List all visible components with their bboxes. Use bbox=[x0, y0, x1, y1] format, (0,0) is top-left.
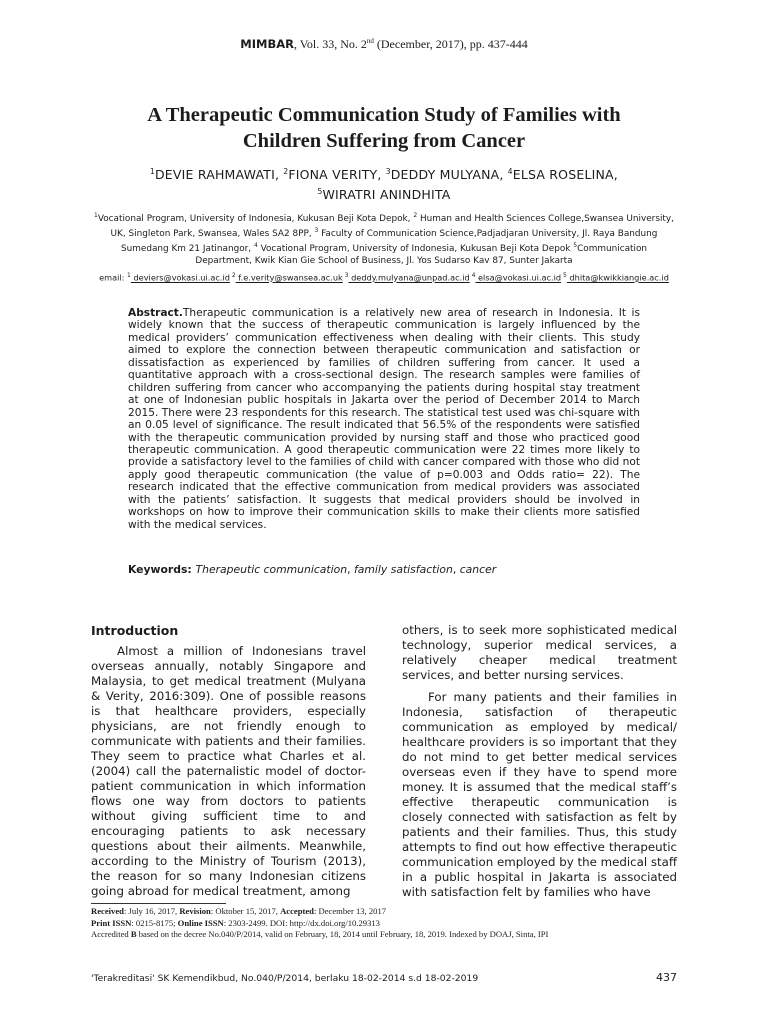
email-4-sup: 4 bbox=[469, 272, 476, 279]
body-column-left bbox=[91, 623, 366, 899]
print-issn-label: Print ISSN bbox=[91, 917, 132, 928]
affil-1: Vocational Program, University of Indonesia, Kukusan Beji Kota Depok, bbox=[97, 213, 414, 224]
print-issn: : 0215-8175; bbox=[131, 917, 178, 928]
footnote-accreditation bbox=[91, 929, 691, 941]
email-1-sup: 1 bbox=[127, 272, 131, 279]
keyword-3: cancer bbox=[459, 563, 497, 576]
abstract-label: Abstract. bbox=[128, 307, 183, 319]
body-column-right bbox=[402, 623, 677, 900]
intro-paragraph-1: Almost a million of Indonesians travel overseas annually, notably Singapore and Malaysia, to get medical treatment (Mulyana & Verity, 2016:309). One of possible reasons is that healthcare providers, especially physicians, are not friendly enough to communicate with patients and their families. They seem to practice what Charles et al. (2004) call the paternalistic model of doctor-patient communication in which information flows one way from doctors to patients without giving sufficient time to and encouraging patients to ask necessary questions about their ailments. Meanwhile, according to the Ministry of Tourism (2013), the reason for so many Indonesian citizens going abroad for medical treatment, among bbox=[91, 644, 366, 898]
issue-superscript: nd bbox=[366, 37, 374, 45]
email-2-sup: 2 bbox=[229, 272, 236, 279]
footnote-issn bbox=[91, 918, 691, 930]
author-4: ELSA ROSELINA, bbox=[512, 167, 618, 183]
email-link-1[interactable]: deviers@vokasi.ui.ac.id bbox=[130, 272, 230, 283]
author-3: DEDDY MULYANA, bbox=[390, 167, 508, 183]
accredited-text-c: based on the decree No.040/P/2014, valid on February, 18, 2014 until February, 18, 2019. Indexed by DOAJ, Sinta, IPI bbox=[136, 929, 549, 940]
author-list bbox=[60, 163, 708, 203]
affil-3-sup: 3 bbox=[314, 227, 319, 235]
affil-4-sup: 4 bbox=[253, 242, 258, 250]
journal-name: MIMBAR bbox=[240, 37, 294, 51]
author-1: DEVIE RAHMAWATI, bbox=[154, 167, 284, 183]
footnote-dates bbox=[91, 906, 691, 918]
email-3-sup: 3 bbox=[342, 272, 349, 279]
paper-title bbox=[60, 102, 708, 154]
footnote-block bbox=[91, 906, 691, 941]
received-label: Received bbox=[91, 906, 124, 916]
footnote-divider bbox=[91, 903, 226, 904]
abstract bbox=[128, 307, 640, 531]
email-list bbox=[94, 270, 674, 284]
affil-5-sup: 5 bbox=[573, 242, 578, 250]
email-link-5[interactable]: dhita@kwikkiangie.ac.id bbox=[566, 272, 669, 283]
author-2-sup: 2 bbox=[283, 167, 289, 176]
intro-paragraph-2: For many patients and their families in Indonesia, satisfaction of therapeutic communication as employed by medical/ healthcare providers is so important that they do not mind to get better medical services overseas even if they have to spend more money. It is assumed that the medical staff’s effective therapeutic communication is closely connected with satisfaction as felt by patients and their families. Thus, this study attempts to find out how effective therapeutic communication employed by the medical staff in a public hospital in Jakarta is associated with satisfaction felt by families who have bbox=[402, 690, 677, 899]
affiliations bbox=[94, 210, 674, 267]
author-2: FIONA VERITY, bbox=[288, 167, 386, 183]
author-1-sup: 1 bbox=[150, 167, 155, 176]
abstract-text: Therapeutic communication is a relatively new area of research in Indonesia. It is widely known that the success of therapeutic communication is largely influenced by the medical providers’ communication effectiveness when dealing with their clients. This study aimed to explore the connection between therapeutic communication and satisfaction or dissatisfaction as experienced by families of children suffering from cancer. It used a quantitative approach with a cross-sectional design. The research samples were families of children suffering from cancer who accompanying the patients during hospital stay treatment at one of Indonesian public hospitals in Jakarta over the period of December 2014 to March 2015. There were 23 respondents for this research. The statistical test used was chi-square with an 0.05 level of significance. The result indicated that 56.5% of the respondents were satisfied with the therapeutic communication provided by nursing staff and those who practiced good therapeutic communication. A good therapeutic communication were 22 times more likely to provide a satisfactory level to the families of child with cancer compared with those who did not apply good therapeutic communication (the value of p=0.003 and Odds ratio= 22). The research indicated that the effective communication from medical providers was associated with the patients’ satisfaction. It suggests that medical providers should be involved in workshops on how to improve their communication skills to make their clients more satisfied with the medical services. bbox=[128, 307, 640, 531]
journal-date-pages: (December, 2017), pp. 437-444 bbox=[373, 37, 528, 51]
keywords-label: Keywords: bbox=[128, 563, 196, 576]
email-5-sup: 5 bbox=[561, 272, 567, 279]
affil-3: Faculty of Communication Science,Padjadjaran University, Jl. Raya Bandung Sumedang Km 21 Jatinangor, bbox=[120, 229, 658, 255]
keywords bbox=[128, 563, 640, 576]
author-3-sup: 3 bbox=[385, 167, 391, 176]
keyword-separator: , bbox=[452, 563, 460, 576]
affil-1-sup: 1 bbox=[94, 212, 98, 219]
accredited-text-a: Accredited bbox=[91, 929, 131, 940]
online-issn-label: Online ISSN bbox=[177, 917, 224, 928]
email-label: email: bbox=[99, 272, 128, 283]
affil-5: Communication Department, Kwik Kian Gie School of Business, Jl. Yos Sudarso Kav 87, Sunter Jakarta bbox=[195, 244, 648, 267]
email-link-4[interactable]: elsa@vokasi.ui.ac.id bbox=[475, 272, 562, 283]
title-line-1: A Therapeutic Communication Study of Families with bbox=[147, 104, 621, 126]
page-number: 437 bbox=[656, 971, 677, 984]
running-header bbox=[0, 37, 768, 52]
affil-2-sup: 2 bbox=[413, 212, 418, 219]
revision-label: Revision bbox=[179, 906, 211, 916]
author-5-sup: 5 bbox=[317, 187, 323, 197]
keyword-1: Therapeutic communication bbox=[195, 563, 348, 576]
received-date: : July 16, 2017, bbox=[123, 906, 180, 916]
author-4-sup: 4 bbox=[507, 167, 513, 176]
intro-paragraph-1-continued: others, is to seek more sophisticated medical technology, superior medical services, a relatively cheaper medical treatment services, and better nursing services. bbox=[402, 623, 677, 682]
accepted-date: : December 13, 2017 bbox=[313, 906, 387, 916]
keyword-separator: , bbox=[347, 563, 354, 576]
keyword-2: family satisfaction bbox=[353, 563, 453, 576]
revision-date: : Oktober 15, 2017, bbox=[210, 906, 281, 916]
journal-volume: , Vol. 33, No. 2 bbox=[293, 37, 367, 51]
online-issn-doi: : 2303-2499. DOI: http://dx.doi.org/10.29313 bbox=[223, 917, 380, 928]
accreditation-note: 'Terakreditasi' SK Kemendikbud, No.040/P/2014, berlaku 18-02-2014 s.d 18-02-2019 bbox=[91, 973, 479, 984]
title-line-2: Children Suffering from Cancer bbox=[242, 130, 526, 152]
affil-4: Vocational Program, University of Indonesia, Kukusan Beji Kota Depok bbox=[257, 244, 574, 255]
email-link-2[interactable]: f.e.verity@swansea.ac.uk bbox=[235, 272, 343, 283]
section-heading-introduction: Introduction bbox=[91, 623, 179, 638]
accredited-grade: B bbox=[130, 929, 137, 940]
author-5: WIRATRI ANINDHITA bbox=[322, 187, 451, 203]
email-link-3[interactable]: deddy.mulyana@unpad.ac.id bbox=[348, 272, 470, 283]
affil-2: Human and Health Sciences College,Swansea University, UK, Singleton Park, Swansea, Wales SA2 8PP, bbox=[110, 213, 674, 240]
accepted-label: Accepted bbox=[280, 906, 314, 916]
